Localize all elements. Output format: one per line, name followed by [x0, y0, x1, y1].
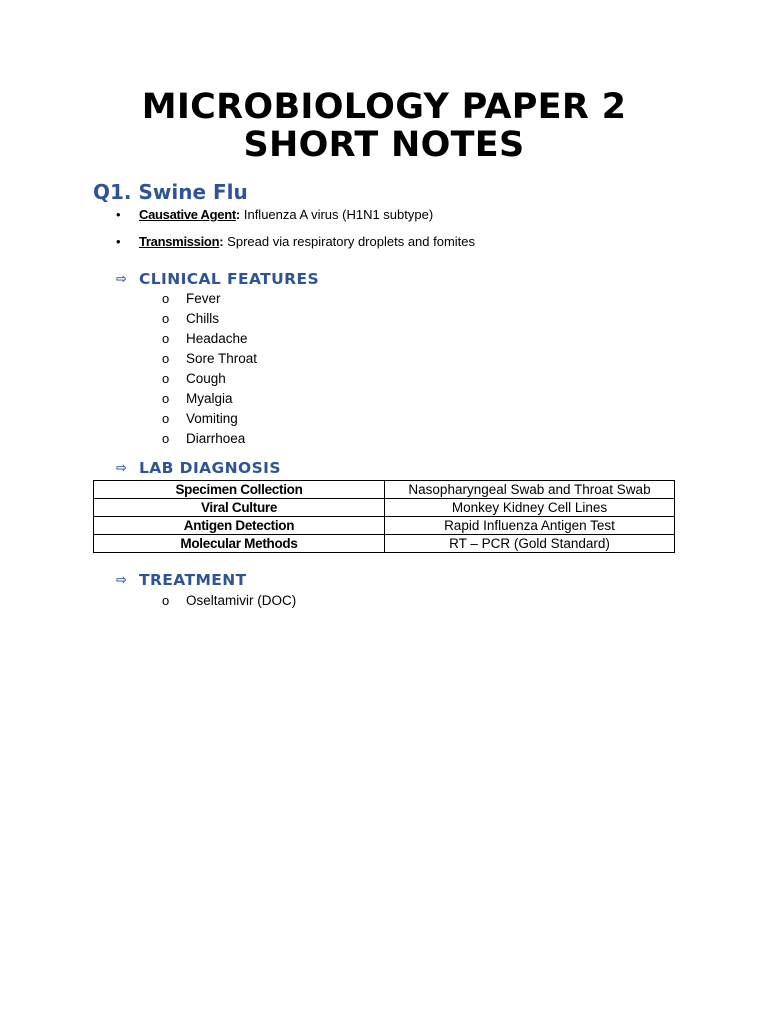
- list-item-label: Chills: [186, 311, 220, 326]
- bullet-icon: •: [116, 234, 121, 249]
- list-item-label: Headache: [186, 331, 248, 346]
- table-row: [94, 481, 675, 499]
- circle-bullet-icon: o: [162, 331, 170, 346]
- list-item: [160, 592, 296, 612]
- section-heading-label: LAB DIAGNOSIS: [139, 459, 281, 477]
- list-item-label: Oseltamivir (DOC): [186, 593, 297, 608]
- list-item: [160, 430, 257, 450]
- clinical-features-heading: [116, 269, 319, 290]
- bullet-colon: :: [219, 234, 224, 249]
- title-line-2: SHORT NOTES: [243, 125, 525, 165]
- bullet-icon: •: [116, 207, 121, 222]
- table-cell-key: Specimen Collection: [94, 481, 385, 499]
- list-item-label: Cough: [186, 371, 226, 386]
- list-item: [113, 205, 475, 232]
- circle-bullet-icon: o: [162, 431, 170, 446]
- bullet-text: Spread via respiratory droplets and fomites: [223, 234, 476, 249]
- list-item-label: Vomiting: [186, 411, 238, 426]
- circle-bullet-icon: o: [162, 391, 170, 406]
- list-item: [160, 290, 257, 310]
- table-cell-value: Nasopharyngeal Swab and Throat Swab: [385, 481, 675, 499]
- list-item: [160, 390, 257, 410]
- key-facts-list: [113, 205, 475, 259]
- clinical-features-list: [160, 290, 257, 450]
- bullet-term: Transmission: [139, 234, 220, 249]
- table-cell-key: Antigen Detection: [94, 517, 385, 535]
- circle-bullet-icon: o: [162, 291, 170, 306]
- table-cell-key: Viral Culture: [94, 499, 385, 517]
- document-title: [0, 88, 768, 164]
- list-item: [160, 370, 257, 390]
- lab-diagnosis-heading: [116, 458, 281, 479]
- arrow-right-icon: ⇨: [116, 272, 128, 287]
- list-item-label: Diarrhoea: [186, 431, 246, 446]
- list-item-label: Fever: [186, 291, 221, 306]
- section-heading-label: CLINICAL FEATURES: [139, 270, 320, 288]
- bullet-term: Causative Agent: [139, 207, 236, 222]
- title-line-1: MICROBIOLOGY PAPER 2: [141, 87, 627, 127]
- list-item: [160, 330, 257, 350]
- table-cell-value: RT – PCR (Gold Standard): [385, 535, 675, 553]
- bullet-colon: :: [235, 207, 241, 222]
- table-row: [94, 499, 675, 517]
- circle-bullet-icon: o: [162, 351, 170, 366]
- list-item: [160, 350, 257, 370]
- table-cell-value: Monkey Kidney Cell Lines: [385, 499, 675, 517]
- arrow-right-icon: ⇨: [116, 573, 128, 588]
- circle-bullet-icon: o: [162, 593, 170, 608]
- circle-bullet-icon: o: [162, 411, 170, 426]
- list-item: [113, 232, 475, 259]
- circle-bullet-icon: o: [162, 311, 170, 326]
- table-row: [94, 535, 675, 553]
- list-item-label: Sore Throat: [186, 351, 258, 366]
- question-heading: Q1. Swine Flu: [93, 180, 248, 204]
- arrow-right-icon: ⇨: [116, 461, 128, 476]
- treatment-heading: [116, 570, 247, 591]
- list-item: [160, 410, 257, 430]
- treatment-list: [160, 592, 296, 612]
- lab-diagnosis-table: [93, 480, 675, 553]
- list-item-label: Myalgia: [186, 391, 233, 406]
- table-cell-value: Rapid Influenza Antigen Test: [385, 517, 675, 535]
- list-item: [160, 310, 257, 330]
- table-cell-key: Molecular Methods: [94, 535, 385, 553]
- section-heading-label: TREATMENT: [139, 571, 247, 589]
- table-row: [94, 517, 675, 535]
- circle-bullet-icon: o: [162, 371, 170, 386]
- bullet-text: Influenza A virus (H1N1 subtype): [240, 207, 434, 222]
